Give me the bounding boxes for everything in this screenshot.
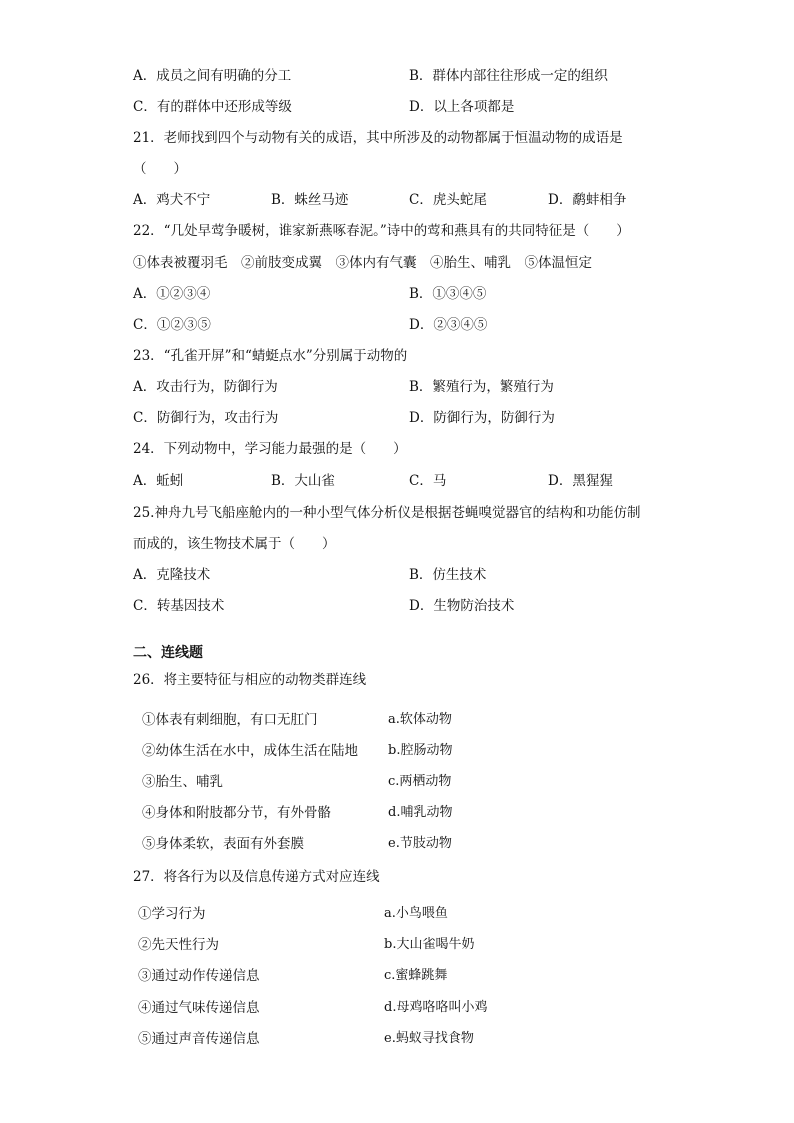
q25-stem-line2: 而成的，该生物技术属于（ ）	[133, 536, 336, 552]
q24-stem: 24．下列动物中，学习能力最强的是（ ）	[133, 441, 407, 457]
q25-option-b: B．仿生技术	[409, 567, 487, 583]
q24-option-a: A．蚯蚓	[133, 473, 184, 489]
q27-right-item: c.蜜蜂跳舞	[384, 968, 448, 983]
q21-option-b: B．蛛丝马迹	[271, 192, 349, 208]
q26-right-item: a.软体动物	[388, 712, 452, 727]
q26-right-item: e.节肢动物	[388, 836, 452, 851]
q26-left-item: ⑤身体柔软，表面有外套膜	[142, 836, 304, 852]
q26-left-item: ③胎生、哺乳	[142, 774, 223, 790]
q24-option-d: D．黑猩猩	[548, 473, 613, 489]
q23-option-b: B．繁殖行为，繁殖行为	[409, 379, 554, 395]
q24-option-b: B．大山雀	[271, 473, 335, 489]
q20-option-a: A．成员之间有明确的分工	[133, 68, 292, 84]
q26-left-item: ④身体和附肢都分节，有外骨骼	[142, 805, 331, 821]
q27-left-item: ④通过气味传递信息	[138, 1000, 260, 1016]
q22-stem: 22．“几处早莺争暖树，谁家新燕啄春泥。”诗中的莺和燕具有的共同特征是（ ）	[133, 223, 630, 239]
q23-option-d: D．防御行为，防御行为	[409, 410, 555, 426]
q26-right-item: b.腔肠动物	[388, 743, 453, 758]
q21-option-d: D．鹬蚌相争	[548, 192, 627, 208]
q27-left-item: ②先天性行为	[138, 937, 219, 953]
q27-right-item: b.大山雀喝牛奶	[384, 937, 475, 952]
q26-left-item: ②幼体生活在水中，成体生活在陆地	[142, 743, 358, 759]
q23-option-c: C．防御行为，攻击行为	[133, 410, 279, 426]
q25-option-a: A．克隆技术	[133, 567, 211, 583]
section-heading-matching: 二、连线题	[133, 645, 203, 661]
q23-stem: 23．“孔雀开屏”和“蜻蜓点水”分别属于动物的	[133, 348, 408, 364]
q26-right-item: d.哺乳动物	[388, 805, 453, 820]
q22-features: ①体表被覆羽毛 ②前肢变成翼 ③体内有气囊 ④胎生、哺乳 ⑤体温恒定	[133, 255, 592, 271]
q27-left-item: ③通过动作传递信息	[138, 968, 260, 984]
q25-option-c: C．转基因技术	[133, 598, 225, 614]
q22-option-b: B．①③④⑤	[409, 286, 487, 302]
q27-right-item: e.蚂蚁寻找食物	[384, 1031, 474, 1046]
q21-stem-line1: 21．老师找到四个与动物有关的成语，其中所涉及的动物都属于恒温动物的成语是	[133, 130, 623, 146]
q22-option-d: D．②③④⑤	[409, 317, 488, 333]
q20-option-d: D．以上各项都是	[409, 99, 515, 115]
q26-left-item: ①体表有刺细胞，有口无肛门	[142, 712, 318, 728]
q25-option-d: D．生物防治技术	[409, 598, 515, 614]
q24-option-c: C．马	[409, 473, 447, 489]
q26-right-item: c.两栖动物	[388, 774, 452, 789]
q27-stem: 27．将各行为以及信息传递方式对应连线	[133, 869, 380, 885]
q21-option-c: C．虎头蛇尾	[409, 192, 487, 208]
q27-left-item: ①学习行为	[138, 906, 206, 922]
q27-right-item: a.小鸟喂鱼	[384, 906, 448, 921]
q27-left-item: ⑤通过声音传递信息	[138, 1031, 260, 1047]
q20-option-c: C．有的群体中还形成等级	[133, 99, 292, 115]
q20-option-b: B．群体内部往往形成一定的组织	[409, 68, 608, 84]
q23-option-a: A．攻击行为，防御行为	[133, 379, 278, 395]
q22-option-c: C．①②③⑤	[133, 317, 211, 333]
q21-stem-line2: （ ）	[133, 161, 187, 177]
q22-option-a: A．①②③④	[133, 286, 211, 302]
q27-right-item: d.母鸡咯咯叫小鸡	[384, 1000, 488, 1015]
q25-stem-line1: 25.神舟九号飞船座舱内的一种小型气体分析仪是根据苍蝇嗅觉器官的结构和功能仿制	[133, 505, 641, 521]
q21-option-a: A．鸡犬不宁	[133, 192, 211, 208]
q26-stem: 26．将主要特征与相应的动物类群连线	[133, 672, 367, 688]
